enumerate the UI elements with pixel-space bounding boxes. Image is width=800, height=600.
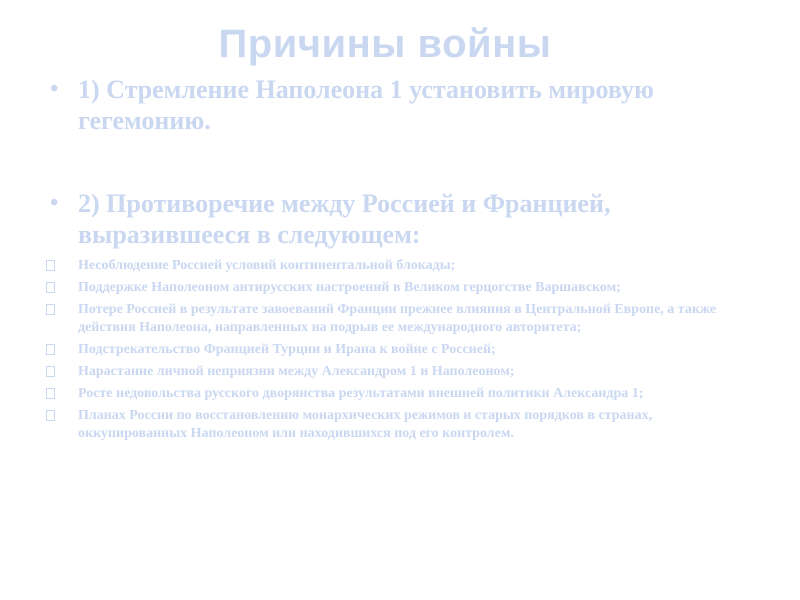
sub-points-list — [44, 257, 744, 447]
sub-point-text: Нарастание личной неприязни между Александром 1 и Наполеоном; — [78, 364, 515, 379]
main-point-1 — [50, 74, 750, 136]
main-points-list — [50, 74, 750, 250]
missing-glyph-box-icon — [46, 344, 55, 355]
sub-point-text: Поддержке Наполеоном антирусских настроений в Великом герцогстве Варшавском; — [78, 280, 621, 295]
main-point-text: 2) Противоречие между Россией и Францией, выразившееся в следующем: — [78, 189, 611, 249]
slide-title: Причины войны — [218, 22, 552, 66]
bullet-dot-icon: • — [50, 190, 59, 216]
sub-point — [44, 341, 744, 359]
bullet-dot-icon: • — [50, 76, 59, 102]
sub-point — [44, 257, 744, 275]
missing-glyph-box-icon — [46, 260, 55, 271]
sub-point-text: Росте недовольства русского дворянства результатами внешней политики Александра 1; — [78, 386, 644, 401]
main-point-text: 1) Стремление Наполеона 1 установить мировую гегемонию. — [78, 75, 654, 135]
sub-point — [44, 407, 744, 443]
sub-point — [44, 279, 744, 297]
missing-glyph-box-icon — [46, 410, 55, 421]
sub-point-text: Планах России по восстановлению монархических режимов и старых порядков в странах, оккупированных Наполеоном или находившихся под его контролем. — [78, 408, 653, 441]
sub-point — [44, 301, 744, 337]
main-point-2 — [50, 188, 750, 250]
sub-point-text: Подстрекательство Францией Турции и Ирана к войне с Россией; — [78, 342, 496, 357]
sub-point — [44, 385, 744, 403]
missing-glyph-box-icon — [46, 282, 55, 293]
missing-glyph-box-icon — [46, 304, 55, 315]
sub-point-text: Несоблюдение Россией условий континентальной блокады; — [78, 258, 456, 273]
sub-point-text: Потере Россией в результате завоеваний Франции прежнее влияния в Центральной Европе, а также действия Наполеона, направленных на подрыв ее международного авторитета; — [78, 302, 717, 335]
missing-glyph-box-icon — [46, 388, 55, 399]
sub-point — [44, 363, 744, 381]
missing-glyph-box-icon — [46, 366, 55, 377]
